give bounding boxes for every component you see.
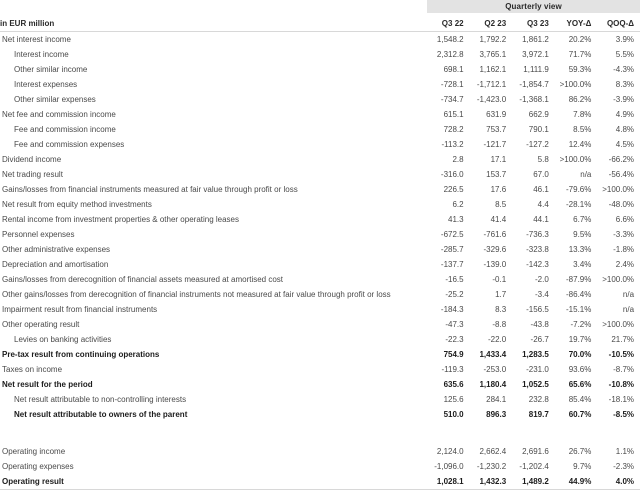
row-value: -734.7 (440, 95, 464, 104)
row-value: -121.7 (483, 140, 507, 149)
row-value: 65.6% (568, 380, 592, 389)
row-value: 2,662.4 (479, 447, 507, 456)
row-value: 9.5% (573, 230, 592, 239)
row-value: >100.0% (602, 320, 635, 329)
row-value: 1,489.2 (512, 474, 555, 490)
row-value: -728.1 (440, 80, 464, 89)
row-value: 4.8% (615, 125, 635, 134)
row-value: -66.2% (608, 155, 635, 164)
row-value: -79.6% (566, 185, 592, 194)
table-row (0, 332, 640, 347)
row-value: 8.5% (573, 125, 592, 134)
row-label: Other operating result (2, 320, 80, 329)
table-row (0, 122, 640, 137)
row-value: -10.8% (608, 380, 635, 389)
table-row (0, 212, 640, 227)
row-value: -4.3% (613, 65, 635, 74)
row-value: 8.3% (615, 80, 635, 89)
row-value: 3.9% (615, 35, 635, 44)
row-value: 662.9 (528, 110, 549, 119)
row-value: 698.1 (443, 65, 464, 74)
row-value: 1,861.2 (522, 35, 549, 44)
row-value: 1.1% (615, 447, 635, 456)
row-value: 819.7 (528, 410, 549, 419)
row-value: -15.1% (566, 305, 592, 314)
row-value: 59.3% (568, 65, 592, 74)
row-value: 635.6 (443, 380, 464, 389)
row-label: Taxes on income (2, 365, 63, 374)
table-row (0, 197, 640, 212)
row-value: 284.1 (486, 395, 507, 404)
row-value: >100.0% (559, 80, 592, 89)
row-value: >100.0% (559, 155, 592, 164)
row-label: Impairment result from financial instruments (2, 305, 158, 314)
row-label: Levies on banking activities (14, 335, 112, 344)
table-row (0, 317, 640, 332)
row-value: 41.3 (448, 215, 464, 224)
column-header-row (0, 13, 640, 32)
table-header (0, 0, 640, 32)
row-label: Net fee and commission income (2, 110, 116, 119)
row-value: -47.3 (445, 320, 464, 329)
row-value: 226.5 (443, 185, 464, 194)
row-value: -231.0 (526, 365, 549, 374)
row-label: Operating result (0, 474, 427, 490)
table-row (0, 362, 640, 377)
row-value: 790.1 (528, 125, 549, 134)
table-row (0, 62, 640, 77)
row-value: 6.7% (573, 215, 592, 224)
row-value: -0.1 (492, 275, 507, 284)
row-value: 7.8% (573, 110, 592, 119)
table-row (0, 407, 640, 422)
row-value: -86.4% (566, 290, 592, 299)
row-value: 44.9% (555, 474, 598, 490)
row-value: 6.2 (452, 200, 464, 209)
row-value: 67.0 (533, 170, 549, 179)
row-value: 1,162.1 (479, 65, 507, 74)
row-value: -28.1% (566, 200, 592, 209)
row-value: -7.2% (570, 320, 592, 329)
row-value: >100.0% (602, 275, 635, 284)
row-value: 12.4% (568, 140, 592, 149)
row-value: 26.7% (568, 447, 592, 456)
row-value: -3.9% (613, 95, 635, 104)
row-value: 8.3 (495, 305, 507, 314)
column-header-q3-22: Q3 22 (427, 13, 470, 32)
table-row (0, 377, 640, 392)
row-value: -8.8 (492, 320, 507, 329)
row-value: 85.4% (568, 395, 592, 404)
row-value: 1,432.3 (470, 474, 513, 490)
row-value: -1,230.2 (476, 462, 507, 471)
row-value: -25.2 (445, 290, 464, 299)
row-value: 1,283.5 (522, 350, 549, 359)
row-label: Net result for the period (2, 380, 93, 389)
table-row (0, 474, 640, 490)
row-value: -56.4% (608, 170, 635, 179)
row-value: 5.8 (537, 155, 549, 164)
row-value: 3.4% (573, 260, 592, 269)
row-label: Rental income from investment properties & other operating leases (2, 215, 240, 224)
row-value: 46.1 (533, 185, 549, 194)
row-value: 896.3 (486, 410, 507, 419)
row-value: -22.0 (487, 335, 507, 344)
row-label: Operating income (2, 447, 66, 456)
row-value: 1,028.1 (427, 474, 470, 490)
row-label: Net interest income (2, 35, 71, 44)
table-row (0, 137, 640, 152)
row-value: 93.6% (568, 365, 592, 374)
row-value: -184.3 (440, 305, 464, 314)
row-value: 70.0% (568, 350, 592, 359)
row-value: 60.7% (568, 410, 592, 419)
table-row (0, 459, 640, 474)
row-value: n/a (622, 290, 635, 299)
row-value: 2.8 (452, 155, 464, 164)
row-value: 5.5% (615, 50, 635, 59)
row-label: Personnel expenses (2, 230, 75, 239)
row-value: -316.0 (440, 170, 464, 179)
row-value: -119.3 (441, 365, 464, 374)
row-value: 1,052.5 (522, 380, 549, 389)
row-label: Other similar income (14, 65, 88, 74)
table-row (0, 272, 640, 287)
table-row (0, 302, 640, 317)
row-value: 1,548.2 (436, 35, 464, 44)
row-label: Net result attributable to non-controlling interests (14, 395, 187, 404)
table-row (0, 392, 640, 407)
table-row (0, 182, 640, 197)
row-label: Other gains/losses from derecognition of financial instruments not measured at fair value through profit or loss (2, 290, 391, 299)
row-value: -1,368.1 (519, 95, 549, 104)
row-value: -16.5 (445, 275, 464, 284)
row-value: -329.6 (483, 245, 507, 254)
row-value: -672.5 (440, 230, 464, 239)
row-value: 21.7% (611, 335, 635, 344)
row-value: 2.4% (615, 260, 635, 269)
row-value: -1,854.7 (519, 80, 549, 89)
row-value: 615.1 (443, 110, 464, 119)
table-row (0, 257, 640, 272)
row-value: -43.8 (530, 320, 549, 329)
row-value: -156.5 (526, 305, 549, 314)
row-value: 125.6 (443, 395, 464, 404)
row-value: -285.7 (440, 245, 464, 254)
column-header-yoy-delta: YOY-Δ (555, 13, 598, 32)
row-value: 631.9 (486, 110, 507, 119)
group-header-row (0, 0, 640, 13)
row-value: -10.5% (608, 350, 635, 359)
group-header-spacer (0, 0, 427, 13)
row-value: >100.0% (602, 185, 635, 194)
row-label: Net result attributable to owners of the parent (14, 410, 188, 419)
row-value: -1,423.0 (476, 95, 507, 104)
row-value: -137.7 (440, 260, 464, 269)
row-value: 4.5% (615, 140, 635, 149)
row-value: 6.6% (615, 215, 635, 224)
row-value: 728.2 (443, 125, 464, 134)
table-row (0, 32, 640, 48)
row-value: -8.7% (613, 365, 635, 374)
row-value: -2.0 (534, 275, 549, 284)
row-value: -253.0 (483, 365, 507, 374)
unit-label: in EUR million (0, 13, 427, 32)
row-label: Net trading result (2, 170, 63, 179)
row-value: -87.9% (566, 275, 592, 284)
row-value: 4.9% (615, 110, 635, 119)
row-value: -1,202.4 (519, 462, 549, 471)
table-row (0, 167, 640, 182)
row-value: -1,712.1 (476, 80, 507, 89)
row-value: 1.7 (495, 290, 507, 299)
row-label: Fee and commission expenses (14, 140, 125, 149)
column-header-q3-23: Q3 23 (512, 13, 555, 32)
row-value: 1,792.2 (479, 35, 507, 44)
row-value: -3.4 (534, 290, 549, 299)
row-value: -3.3% (613, 230, 635, 239)
table-row (0, 77, 640, 92)
row-value: -113.2 (441, 140, 464, 149)
table-row (0, 107, 640, 122)
row-value: 17.1 (490, 155, 507, 164)
row-value: 8.5 (495, 200, 507, 209)
table-row (0, 47, 640, 62)
row-label: Other administrative expenses (2, 245, 111, 254)
row-value: 44.1 (533, 215, 549, 224)
row-label: Depreciation and amortisation (2, 260, 109, 269)
row-value: -142.3 (526, 260, 549, 269)
row-value: 2,312.8 (436, 50, 464, 59)
table-row (0, 92, 640, 107)
row-value: 41.4 (490, 215, 507, 224)
row-value: 4.4 (537, 200, 549, 209)
row-value: 17.6 (490, 185, 507, 194)
spacer-cell (0, 422, 640, 444)
table-row (0, 152, 640, 167)
table-row (0, 444, 640, 459)
column-header-q2-23: Q2 23 (470, 13, 513, 32)
row-value: 1,180.4 (479, 380, 507, 389)
table-body (0, 32, 640, 490)
row-value: -736.3 (526, 230, 549, 239)
row-value: 753.7 (486, 125, 507, 134)
row-label: Interest expenses (14, 80, 78, 89)
row-label: Gains/losses from financial instruments measured at fair value through profit or loss (2, 185, 298, 194)
row-value: 13.3% (568, 245, 592, 254)
row-value: 1,433.4 (479, 350, 507, 359)
row-value: -26.7 (530, 335, 549, 344)
table-row (0, 242, 640, 257)
column-header-qoq-delta: QOQ-Δ (597, 13, 640, 32)
row-value: 2,691.6 (522, 447, 549, 456)
row-value: 2,124.0 (436, 447, 464, 456)
row-value: -22.3 (445, 335, 464, 344)
row-value: -127.2 (526, 140, 549, 149)
row-value: 510.0 (443, 410, 464, 419)
row-value: 86.2% (568, 95, 592, 104)
row-value: 19.7% (568, 335, 592, 344)
row-value: -1,096.0 (434, 462, 464, 471)
row-label: Other similar expenses (14, 95, 96, 104)
row-value: 4.0% (597, 474, 640, 490)
row-value: 3,765.1 (479, 50, 507, 59)
row-label: Interest income (14, 50, 69, 59)
row-label: Operating expenses (2, 462, 74, 471)
row-label: Pre-tax result from continuing operations (2, 350, 160, 359)
row-value: -139.0 (483, 260, 507, 269)
row-value: 20.2% (568, 35, 592, 44)
row-label: Dividend income (2, 155, 62, 164)
row-label: Fee and commission income (14, 125, 116, 134)
table-section-spacer (0, 422, 640, 444)
table-row (0, 347, 640, 362)
row-value: 71.7% (568, 50, 592, 59)
row-value: n/a (622, 305, 635, 314)
row-label: Gains/losses from derecognition of financial assets measured at amortised cost (2, 275, 284, 284)
row-value: -761.6 (483, 230, 507, 239)
row-value: -18.1% (608, 395, 635, 404)
row-value: -8.5% (613, 410, 635, 419)
row-value: -323.8 (526, 245, 549, 254)
row-value: 153.7 (486, 170, 507, 179)
table-row (0, 287, 640, 302)
table-row (0, 227, 640, 242)
row-value: -1.8% (613, 245, 635, 254)
row-value: 1,111.9 (523, 65, 549, 74)
row-value: n/a (580, 170, 592, 179)
row-value: -2.3% (613, 462, 635, 471)
group-header-quarterly-view: Quarterly view (427, 0, 640, 13)
row-value: 9.7% (573, 462, 592, 471)
row-value: 232.8 (528, 395, 549, 404)
row-value: -48.0% (608, 200, 635, 209)
row-value: 754.9 (443, 350, 464, 359)
row-value: 3,972.1 (522, 50, 549, 59)
row-label: Net result from equity method investments (2, 200, 152, 209)
